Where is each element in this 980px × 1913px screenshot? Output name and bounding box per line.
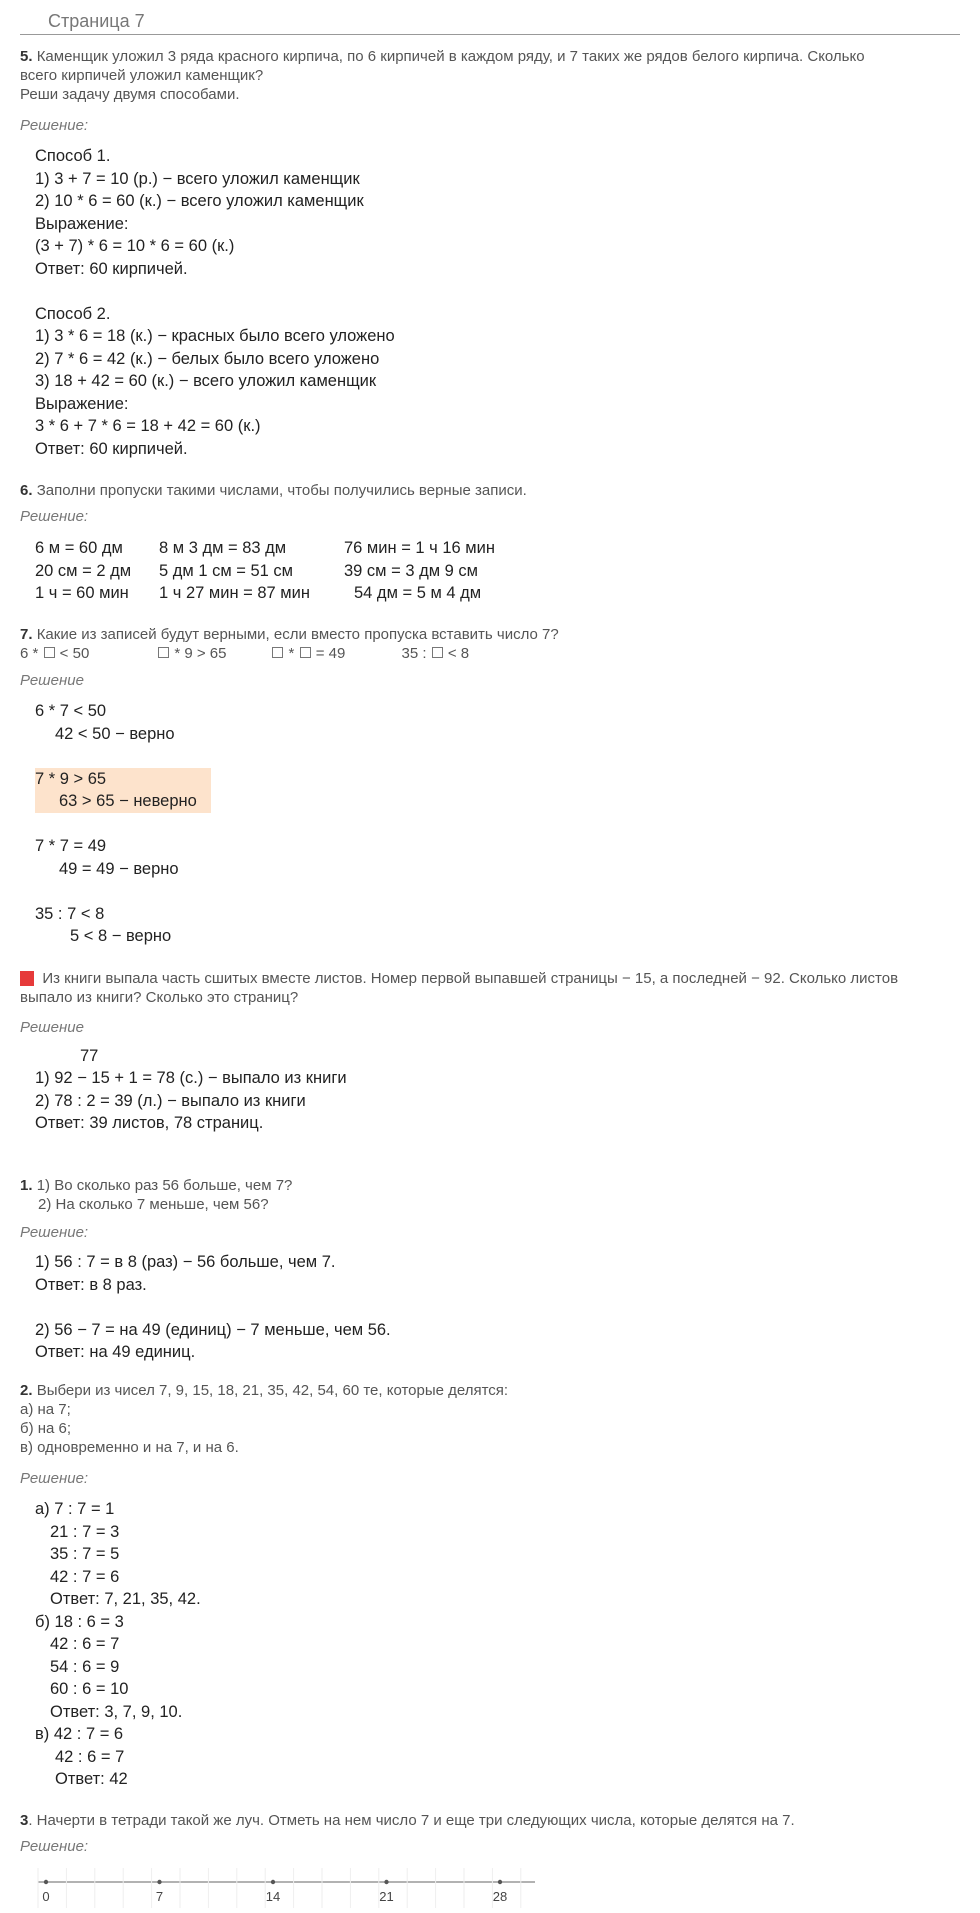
task-item bbox=[157, 644, 267, 663]
task-1-statement bbox=[20, 1176, 292, 1214]
solution-line: Ответ: 60 кирпичей. bbox=[35, 439, 188, 458]
task-7-items bbox=[20, 644, 469, 663]
ray-label: 21 bbox=[379, 1889, 394, 1904]
task-text-line: 1) Во сколько раз 56 больше, чем 7? bbox=[36, 1177, 293, 1194]
item-part: 35 : bbox=[401, 645, 431, 662]
task-text-line: всего кирпичей уложил каменщик? bbox=[20, 67, 264, 84]
solution-line: 7 * 7 = 49 bbox=[35, 837, 107, 855]
solution-line: Ответ: 60 кирпичей. bbox=[35, 259, 188, 278]
number-ray bbox=[30, 1868, 550, 1908]
solution-cell: 54 дм = 5 м 4 дм bbox=[354, 584, 482, 602]
task-number: 2. bbox=[20, 1382, 33, 1399]
blank-box bbox=[300, 647, 311, 658]
ray-label: 0 bbox=[42, 1889, 50, 1904]
item-part: * 9 > 65 bbox=[170, 645, 227, 662]
solution-cell: 1 ч 27 мин = 87 мин bbox=[159, 584, 310, 602]
solution-line: 3) 18 + 42 = 60 (к.) − всего уложил каменщик bbox=[35, 372, 377, 390]
solution-label: Решение: bbox=[20, 117, 89, 134]
margin-note: 77 bbox=[80, 1047, 99, 1065]
solution-line: Ответ: 3, 7, 9, 10. bbox=[50, 1702, 183, 1721]
solution-line: 60 : 6 = 10 bbox=[50, 1680, 129, 1698]
task-6-statement bbox=[20, 481, 527, 500]
solution-line: 1) 3 + 7 = 10 (р.) − всего уложил каменщик bbox=[35, 169, 360, 188]
blank-box bbox=[44, 647, 55, 658]
task-item bbox=[402, 645, 470, 662]
task-text-line: Выбери из чисел 7, 9, 15, 18, 21, 35, 42, 54, 60 те, которые делятся: bbox=[36, 1382, 509, 1399]
solution-row bbox=[35, 560, 495, 583]
solution-line: а) 7 : 7 = 1 bbox=[35, 1500, 115, 1518]
solution-label: Решение: bbox=[20, 1470, 89, 1487]
blank-box bbox=[158, 647, 169, 658]
solution-label: Решение: bbox=[20, 1838, 89, 1855]
task-text-line: а) на 7; bbox=[20, 1401, 71, 1418]
solution-line: 42 : 6 = 7 bbox=[50, 1635, 120, 1653]
task-text-line: выпало из книги? Сколько это страниц? bbox=[20, 989, 299, 1006]
solution-line: 1) 3 * 6 = 18 (к.) − красных было всего уложено bbox=[35, 327, 395, 345]
task-text: . Начерти в тетради такой же луч. Отметь на нем число 7 и еще три следующих числа, которые делятся на 7. bbox=[28, 1812, 795, 1829]
solution-line: 21 : 7 = 3 bbox=[50, 1522, 120, 1541]
solution-line: (3 + 7) * 6 = 10 * 6 = 60 (к.) bbox=[35, 237, 235, 255]
solution-line: 42 : 6 = 7 bbox=[55, 1747, 125, 1766]
solution-line: 2) 56 − 7 = на 49 (единиц) − 7 меньше, чем 56. bbox=[35, 1320, 391, 1339]
solution-line: 42 < 50 − верно bbox=[55, 724, 175, 743]
solution-line: в) 42 : 7 = 6 bbox=[35, 1725, 124, 1743]
solution-cell: 1 ч = 60 мин bbox=[35, 584, 129, 602]
task-6-solution bbox=[35, 537, 495, 605]
task-2-solution bbox=[35, 1498, 201, 1791]
solution-line: 2) 7 * 6 = 42 (к.) − белых было всего уложено bbox=[35, 349, 380, 368]
solution-line: 42 : 7 = 6 bbox=[50, 1567, 120, 1586]
solution-line: б) 18 : 6 = 3 bbox=[35, 1612, 124, 1631]
blank-box bbox=[432, 647, 443, 658]
task-number-marker: 8. bbox=[20, 971, 34, 986]
solution-line: 3 * 6 + 7 * 6 = 18 + 42 = 60 (к.) bbox=[35, 417, 261, 435]
task-3-statement bbox=[20, 1811, 795, 1830]
highlighted-line bbox=[35, 790, 211, 813]
solution-line: 5 < 8 − верно bbox=[70, 927, 172, 945]
ray-mark bbox=[157, 1880, 161, 1884]
task-2-statement bbox=[20, 1381, 508, 1457]
solution-line: Ответ: на 49 единиц. bbox=[35, 1343, 196, 1361]
solution-label: Решение: bbox=[20, 1224, 89, 1241]
solution-line: 54 : 6 = 9 bbox=[50, 1657, 120, 1676]
solution-line: 1) 92 − 15 + 1 = 78 (с.) − выпало из книги bbox=[35, 1069, 347, 1087]
solution-line: 6 * 7 < 50 bbox=[35, 702, 107, 720]
ray-label: 14 bbox=[265, 1889, 281, 1904]
solution-label: Решение: bbox=[20, 508, 89, 525]
ray-mark bbox=[384, 1880, 388, 1884]
page-title: Страница 7 bbox=[48, 11, 145, 31]
task-5-statement bbox=[20, 47, 865, 104]
solution-row bbox=[35, 582, 495, 605]
solution-line: Ответ: 42 bbox=[55, 1770, 128, 1788]
solution-line: Способ 2. bbox=[35, 304, 111, 323]
solution-line: 2) 10 * 6 = 60 (к.) − всего уложил каменщик bbox=[35, 192, 364, 210]
solution-row bbox=[35, 537, 495, 560]
task-number: 7. bbox=[20, 626, 33, 643]
solution-line: Выражение: bbox=[35, 214, 129, 233]
solution-line bbox=[35, 280, 395, 303]
ray-label: 28 bbox=[492, 1889, 508, 1904]
task-item bbox=[271, 644, 397, 663]
solution-cell: 76 мин = 1 ч 16 мин bbox=[344, 539, 495, 557]
solution-cell: 5 дм 1 см = 51 см bbox=[159, 561, 294, 580]
solution-cell: 8 м 3 дм = 83 дм bbox=[159, 539, 287, 557]
ray-ticks bbox=[38, 1868, 521, 1908]
page-header bbox=[20, 8, 960, 35]
solution-line bbox=[35, 1296, 391, 1319]
ray-mark bbox=[271, 1880, 275, 1884]
task-7-statement bbox=[20, 625, 559, 644]
ray-label: 7 bbox=[155, 1889, 164, 1904]
solution-label: Решение bbox=[20, 672, 84, 689]
task-8-solution bbox=[35, 1067, 347, 1135]
solution-line: 35 : 7 < 8 bbox=[35, 904, 105, 923]
item-part: = 49 bbox=[311, 645, 346, 662]
ray-mark bbox=[498, 1880, 502, 1884]
task-number: 5. bbox=[20, 48, 33, 65]
highlighted-line: 7 * 9 > 65 bbox=[35, 768, 211, 791]
solution-cell: 39 см = 3 дм 9 см bbox=[344, 561, 479, 580]
task-7-solution bbox=[35, 700, 211, 948]
ray-mark bbox=[44, 1880, 48, 1884]
solution-line: Выражение: bbox=[35, 394, 129, 413]
task-text-line: в) одновременно и на 7, и на 6. bbox=[20, 1439, 239, 1456]
solution-line: 49 = 49 − верно bbox=[59, 859, 179, 878]
solution-cell: 6 м = 60 дм bbox=[35, 539, 123, 557]
task-text: Какие из записей будут верными, если вместо пропуска вставить число 7? bbox=[36, 626, 559, 643]
blank-box bbox=[272, 647, 283, 658]
task-item bbox=[20, 644, 153, 663]
task-text-line: б) на 6; bbox=[20, 1420, 72, 1437]
solution-label: Решение bbox=[20, 1019, 84, 1036]
task-1-solution bbox=[35, 1251, 391, 1364]
item-part: < 8 bbox=[443, 645, 470, 662]
item-part: 6 * bbox=[20, 645, 43, 662]
task-text-line: Из книги выпала часть сшитых вместе листов. Номер первой выпавшей страницы − 15, а последней − 92. Сколько листов bbox=[42, 970, 899, 987]
task-number: 3 bbox=[20, 1812, 29, 1829]
task-5-solution bbox=[35, 145, 395, 460]
item-part: * bbox=[284, 645, 299, 662]
solution-line: Ответ: в 8 раз. bbox=[35, 1275, 147, 1294]
task-text-line: Каменщик уложил 3 ряда красного кирпича, по 6 кирпичей в каждом ряду, и 7 таких же рядов белого кирпича. Сколько bbox=[36, 48, 865, 65]
item-part: < 50 bbox=[55, 645, 90, 662]
solution-line: 2) 78 : 2 = 39 (л.) − выпало из книги bbox=[35, 1091, 306, 1110]
task-8-statement bbox=[20, 969, 898, 1007]
task-text-line: Реши задачу двумя способами. bbox=[20, 86, 240, 103]
task-text-line: 2) На сколько 7 меньше, чем 56? bbox=[38, 1196, 269, 1213]
solution-line: Ответ: 7, 21, 35, 42. bbox=[50, 1590, 201, 1608]
task-number: 1. bbox=[20, 1177, 33, 1194]
task-text: Заполни пропуски такими числами, чтобы получились верные записи. bbox=[36, 482, 527, 499]
solution-line: 1) 56 : 7 = в 8 (раз) − 56 больше, чем 7. bbox=[35, 1253, 336, 1271]
task-number: 6. bbox=[20, 482, 33, 499]
solution-line: 35 : 7 = 5 bbox=[50, 1545, 120, 1563]
solution-result: 63 > 65 − неверно bbox=[59, 792, 197, 810]
solution-line: Способ 1. bbox=[35, 147, 111, 165]
solution-line: Ответ: 39 листов, 78 страниц. bbox=[35, 1114, 264, 1132]
solution-cell: 20 см = 2 дм bbox=[35, 561, 132, 580]
